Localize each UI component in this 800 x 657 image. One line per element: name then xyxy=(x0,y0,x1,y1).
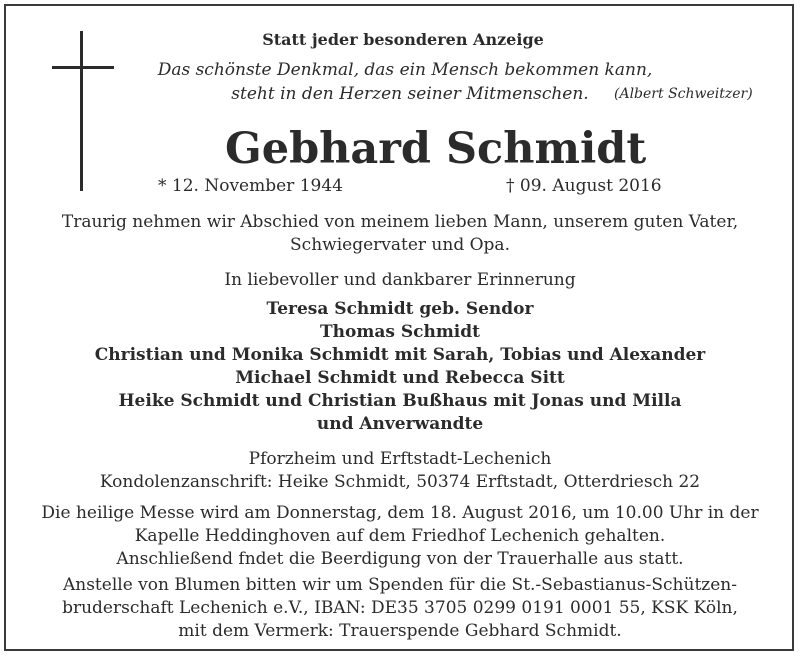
family-line: Heike Schmidt und Christian Bußhaus mit Jonas und Milla xyxy=(118,391,682,411)
mass-line: Kapelle Heddinghoven auf dem Friedhof Lechenich gehalten. xyxy=(134,526,666,546)
quote-author: (Albert Schweitzer) xyxy=(614,86,753,102)
donation-line: Anstelle von Blumen bitten wir um Spenden für die St.-Sebastianus-Schützen- xyxy=(62,575,737,595)
notice-heading: Statt jeder besonderen Anzeige xyxy=(262,30,544,49)
mass-line: Die heilige Messe wird am Donnerstag, dem 18. August 2016, um 10.00 Uhr in der xyxy=(41,503,759,523)
donation-line: bruderschaft Lechenich e.V., IBAN: DE35 3705 0299 0191 0001 55, KSK Köln, xyxy=(62,598,738,618)
quote-line-1: Das schönste Denkmal, das ein Mensch bekommen kann, xyxy=(157,60,653,80)
mass-line: Anschließend fndet die Beerdigung von der Trauerhalle aus statt. xyxy=(116,549,684,569)
intro-line-2: Schwiegervater und Opa. xyxy=(290,235,510,255)
family-line: Teresa Schmidt geb. Sendor xyxy=(266,299,534,319)
family-line: und Anverwandte xyxy=(316,414,484,434)
family-line: Christian und Monika Schmidt mit Sarah, Tobias und Alexander xyxy=(94,345,706,365)
place-line: Pforzheim und Erftstadt-Lechenich xyxy=(248,449,552,469)
family-line: Michael Schmidt und Rebecca Sitt xyxy=(235,368,565,388)
death-date: † 09. August 2016 xyxy=(506,176,662,196)
condolence-address: Kondolenzanschrift: Heike Schmidt, 50374 Erftstadt, Otterdriesch 22 xyxy=(99,472,701,492)
cross-horizontal-bar xyxy=(52,66,114,69)
deceased-name: Gebhard Schmidt xyxy=(225,124,647,174)
remembrance-line: In liebevoller und dankbarer Erinnerung xyxy=(224,270,576,290)
donation-line: mit dem Vermerk: Trauerspende Gebhard Schmidt. xyxy=(178,621,622,641)
quote-line-2: steht in den Herzen seiner Mitmenschen. xyxy=(231,84,589,104)
intro-line-1: Traurig nehmen wir Abschied von meinem lieben Mann, unserem guten Vater, xyxy=(61,212,739,232)
birth-date: * 12. November 1944 xyxy=(158,176,343,196)
cross-vertical-bar xyxy=(80,31,83,191)
family-line: Thomas Schmidt xyxy=(319,322,480,342)
